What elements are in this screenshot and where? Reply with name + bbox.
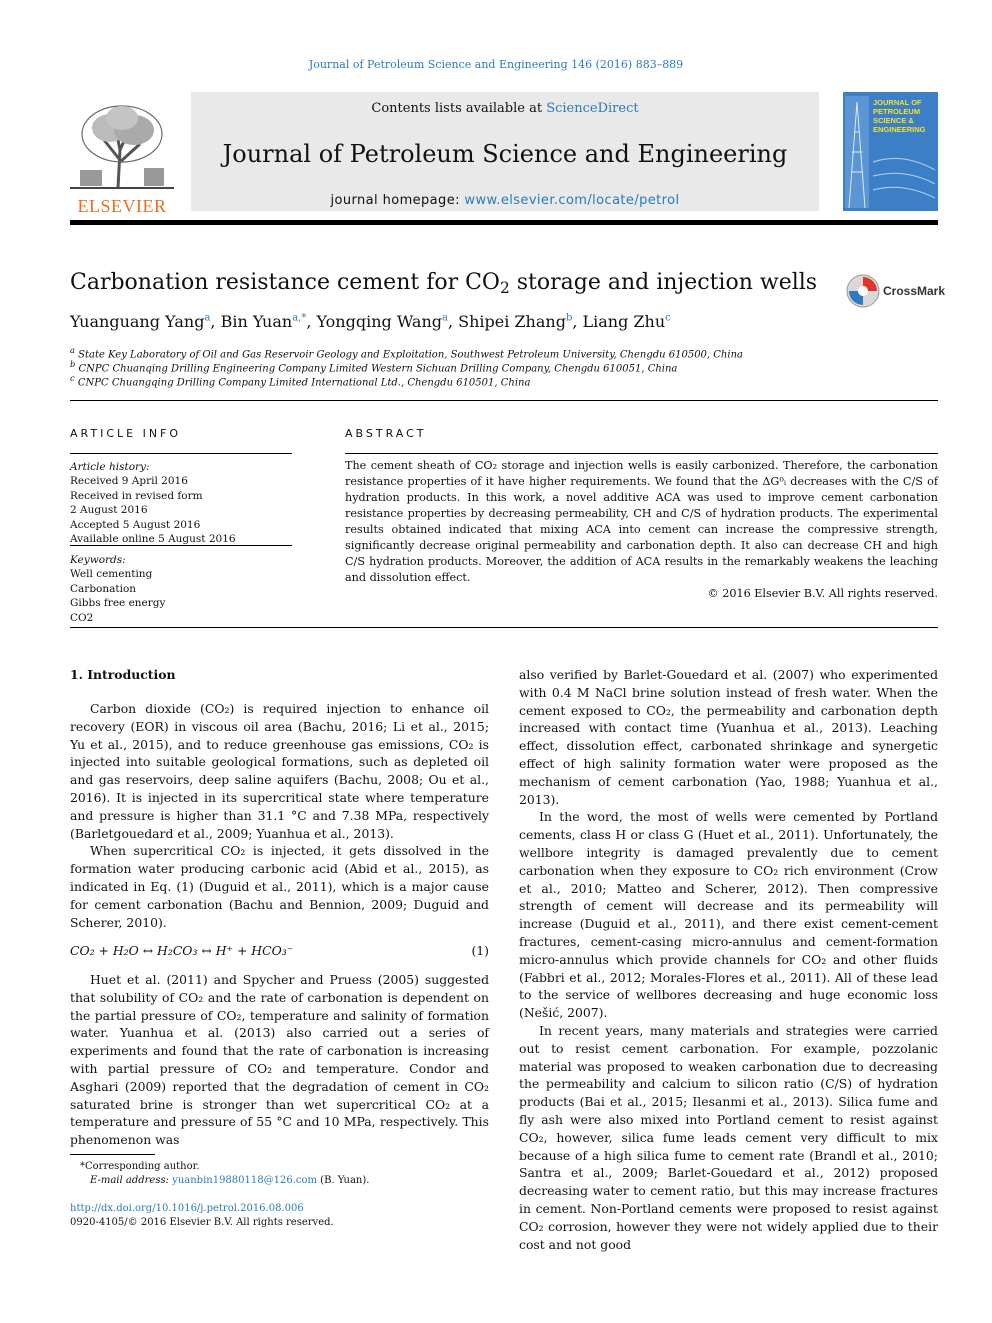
abstract-bottom-rule xyxy=(70,627,938,628)
keyword[interactable]: Gibbs free energy xyxy=(70,597,166,610)
title-subscript: 2 xyxy=(499,278,510,297)
keywords-rule xyxy=(70,545,292,546)
body-paragraph: Huet et al. (2011) and Spycher and Pruess (2005) suggested that solubility of CO₂ and the rate of carbonation is dependent on the partial pressure of CO₂, temperature and salinity of formation water. Yuanhua et al. (2013) also carried out a series of experiments and found that the rate of carbonation is increasing with partial pressure of CO₂ and temperature. Condor and Asghari (2009) reported that the degradation of cement in CO₂ saturated brine is stronger than wet supercritical CO₂ at a temperature and pressure of 55 °C and 10 MPa, respectively. This phenomenon was xyxy=(70,972,489,1148)
left-column-part-2 xyxy=(70,971,489,1149)
history-item: Available online 5 August 2016 xyxy=(70,533,236,546)
body-paragraph: When supercritical CO₂ is injected, it gets dissolved in the formation water producing carbonic acid (Abid et al., 2015), as indicated in Eq. (1) (Duguid et al., 2011), which is a major cause for cement carbonation (Bachu and Bennion, 2009; Duguid and Scherer, 2010). xyxy=(70,843,489,930)
author-list: Yuanguang Yang$^a$, Bin Yuan$^{a,*}$, Yongqing Wang$^a$, Shipei Zhang$^b$, Liang Zhu$^c$ xyxy=(70,312,671,331)
history-label: Article history: xyxy=(70,461,150,473)
email-link[interactable]: yuanbin19880118@126.com xyxy=(172,1175,317,1186)
crossmark-icon xyxy=(846,274,880,308)
keyword[interactable]: Well cementing xyxy=(70,568,153,581)
corresponding-author: *Corresponding author. xyxy=(80,1161,200,1172)
header-rule xyxy=(70,220,938,225)
equation xyxy=(70,943,489,958)
affiliation-mark: a xyxy=(70,345,75,355)
author-affiliation-mark[interactable]: a,* xyxy=(292,312,307,324)
right-column xyxy=(519,666,938,1253)
homepage-prefix: journal homepage: xyxy=(330,193,465,208)
body-paragraph: Carbon dioxide (CO₂) is required injection to enhance oil recovery (EOR) in viscous oil area (Bachu, 2016; Li et al., 2015; Yu et al., 2015), and to reduce greenhouse gas emissions, CO₂ is injected into suitable geological formations, such as depleted oil and gas reservoirs, deep saline aquifers (Bachu, 2008; Ou et al., 2016). It is injected in its supercritical state where temperature and pressure is higher than 31.1 °C and 7.38 MPa, respectively (Barletgouedard et al., 2009; Yuanhua et al., 2013). xyxy=(70,701,489,841)
affiliation-text: State Key Laboratory of Oil and Gas Reservoir Geology and Exploitation, Southwest Petroleum University, Chengdu 610500, China xyxy=(78,349,743,361)
author-name[interactable]: Bin Yuan xyxy=(220,312,293,331)
paper-title xyxy=(70,270,817,297)
affiliation-text: CNPC Chuanqing Drilling Engineering Company Limited Western Sichuan Drilling Company, Chengdu 610051, China xyxy=(78,363,678,375)
keyword[interactable]: CO2 xyxy=(70,611,94,624)
equation-text: CO₂ + H₂O ↔ H₂CO₃ ↔ H⁺ + HCO₃⁻ xyxy=(70,943,294,958)
author-affiliation-mark[interactable]: a xyxy=(441,312,448,324)
history-item: Received 9 April 2016 xyxy=(70,475,188,488)
email-line xyxy=(90,1175,369,1186)
journal-title: Journal of Petroleum Science and Engineering xyxy=(222,140,788,168)
affiliation xyxy=(70,373,530,388)
cover-illustration-icon xyxy=(843,92,938,211)
author-name[interactable]: Yongqing Wang xyxy=(316,312,442,331)
history-item: 2 August 2016 xyxy=(70,504,148,517)
elsevier-logo[interactable] xyxy=(70,100,174,216)
email-suffix: (B. Yuan). xyxy=(316,1175,370,1186)
sciencedirect-link[interactable]: ScienceDirect xyxy=(546,101,639,116)
title-part-1: Carbonation resistance cement for CO xyxy=(70,270,500,295)
author-name[interactable]: Shipei Zhang xyxy=(458,312,566,331)
author-name[interactable]: Liang Zhu xyxy=(582,312,666,331)
affiliation-mark: b xyxy=(70,359,76,369)
keyword[interactable]: Carbonation xyxy=(70,582,137,595)
doi-link[interactable]: http://dx.doi.org/10.1016/j.petrol.2016.08.006 xyxy=(70,1203,304,1214)
affiliation-mark: c xyxy=(70,373,75,383)
author-affiliation-mark[interactable]: b xyxy=(565,312,573,324)
body-paragraph: also verified by Barlet-Gouedard et al. (2007) who experimented with 0.4 M NaCl brine solution instead of fresh water. When the cement exposed to CO₂, the permeability and carbonation depth increased with contact time (Yuanhua et al., 2013). Leaching effect, dissolution effect, carbonated shrinkage and synergetic effect of high salinity formation water were proposed as the mechanism of cement carbonation (Yao, 1988; Yuanhua et al., 2013). xyxy=(519,667,938,807)
article-info-heading: ARTICLE INFO xyxy=(70,427,182,440)
author-name[interactable]: Yuanguang Yang xyxy=(70,312,205,331)
journal-cover[interactable] xyxy=(843,92,938,211)
author-affiliation-mark[interactable]: c xyxy=(665,312,671,324)
history-item: Received in revised form xyxy=(70,489,203,502)
section-heading: 1. Introduction xyxy=(70,667,176,682)
crossmark-badge[interactable] xyxy=(846,274,945,308)
abstract-copyright: © 2016 Elsevier B.V. All rights reserved. xyxy=(707,587,938,600)
equation-number: (1) xyxy=(471,943,489,958)
elsevier-tree-icon xyxy=(70,100,174,190)
keywords xyxy=(70,553,292,625)
keywords-label: Keywords: xyxy=(70,554,126,566)
footnote-rule xyxy=(70,1154,155,1155)
cover-title: JOURNAL OF PETROLEUM SCIENCE & ENGINEERING xyxy=(873,98,926,134)
abstract-text: The cement sheath of CO₂ storage and injection wells is easily carbonized. Therefore, the carbonation resistance properties of it have higher requirements. We found that the ΔG⁰ᵢ decreases with the C/S of hydration products. In this work, a novel additive ACA was used to improve cement carbonation resistance properties by decreasing permeability, CH and C/S of hydration products. The experimental results obtained indicated that mixing ACA into cement can increase the compressive strength, significantly decrease original permeability and carbonation depth. It also can decrease CH and high C/S hydration products. Moreover, the addition of ACA results in the remarkably weakens the leaching and dissolution effect. xyxy=(345,459,938,584)
journal-reference[interactable]: Journal of Petroleum Science and Engineering 146 (2016) 883–889 xyxy=(308,58,684,71)
abstract-heading: ABSTRACT xyxy=(345,427,427,440)
homepage-line xyxy=(191,193,819,208)
abstract-rule xyxy=(345,453,938,454)
body-paragraph: In the word, the most of wells were cemented by Portland cements, class H or class G (Huet et al., 2011). Unfortunately, the wellbore integrity is damaged prevalently due to cement carbonation when they exposure to CO₂ rich environment (Crow et al., 2010; Matteo and Scherer, 2012). Then compressive strength of cement will decrease and its permeability will increase (Duguid et al., 2011), and there exist cement-cement fractures, cement-casing micro-annulus and cement-formation micro-annulus which provide channels for CO₂ and other fluids (Fabbri et al., 2012; Morales-Flores et al., 2011). All of these lead to the service of wellbores decreasing and huge economic loss (Nešić, 2007). xyxy=(519,809,938,1021)
article-info-rule xyxy=(70,453,292,454)
author-affiliation-mark[interactable]: a xyxy=(204,312,211,324)
homepage-link[interactable]: www.elsevier.com/locate/petrol xyxy=(464,193,680,208)
affiliation-text: CNPC Chuangqing Drilling Company Limited International Ltd., Chengdu 610501, China xyxy=(77,377,531,389)
left-column-part-1 xyxy=(70,700,489,931)
history-item: Accepted 5 August 2016 xyxy=(70,518,201,531)
email-label: E-mail address: xyxy=(90,1175,173,1186)
article-history xyxy=(70,460,292,546)
contents-line xyxy=(191,101,819,116)
issn-line: 0920-4105/© 2016 Elsevier B.V. All rights reserved. xyxy=(70,1217,334,1228)
title-part-2: storage and injection wells xyxy=(509,270,818,295)
contents-prefix: Contents lists available at xyxy=(371,101,547,116)
elsevier-wordmark: ELSEVIER xyxy=(77,196,167,216)
body-paragraph: In recent years, many materials and strategies were carried out to resist cement carbonation. For example, pozzolanic material was proposed to weaken carbonation due to decreasing the permeability and calcium to silicon ratio (C/S) of hydration products (Bai et al., 2015; Ilesanmi et al., 2013). Silica fume and fly ash were also mixed into Portland cement to resist against CO₂, however, silica fume leads cement very difficult to mix because of a high silica fume to cement rate (Brandl et al., 2010; Santra et al., 2009; Barlet-Gouedard et al., 2012) proposed decreasing water to cement ratio, but this may increase fractures in cement. Non-Portland cements were proposed to resist against CO₂ corrosion, however they were not widely applied due to their cost and not good xyxy=(519,1022,938,1252)
title-rule xyxy=(70,400,938,401)
crossmark-label: CrossMark xyxy=(883,284,946,298)
